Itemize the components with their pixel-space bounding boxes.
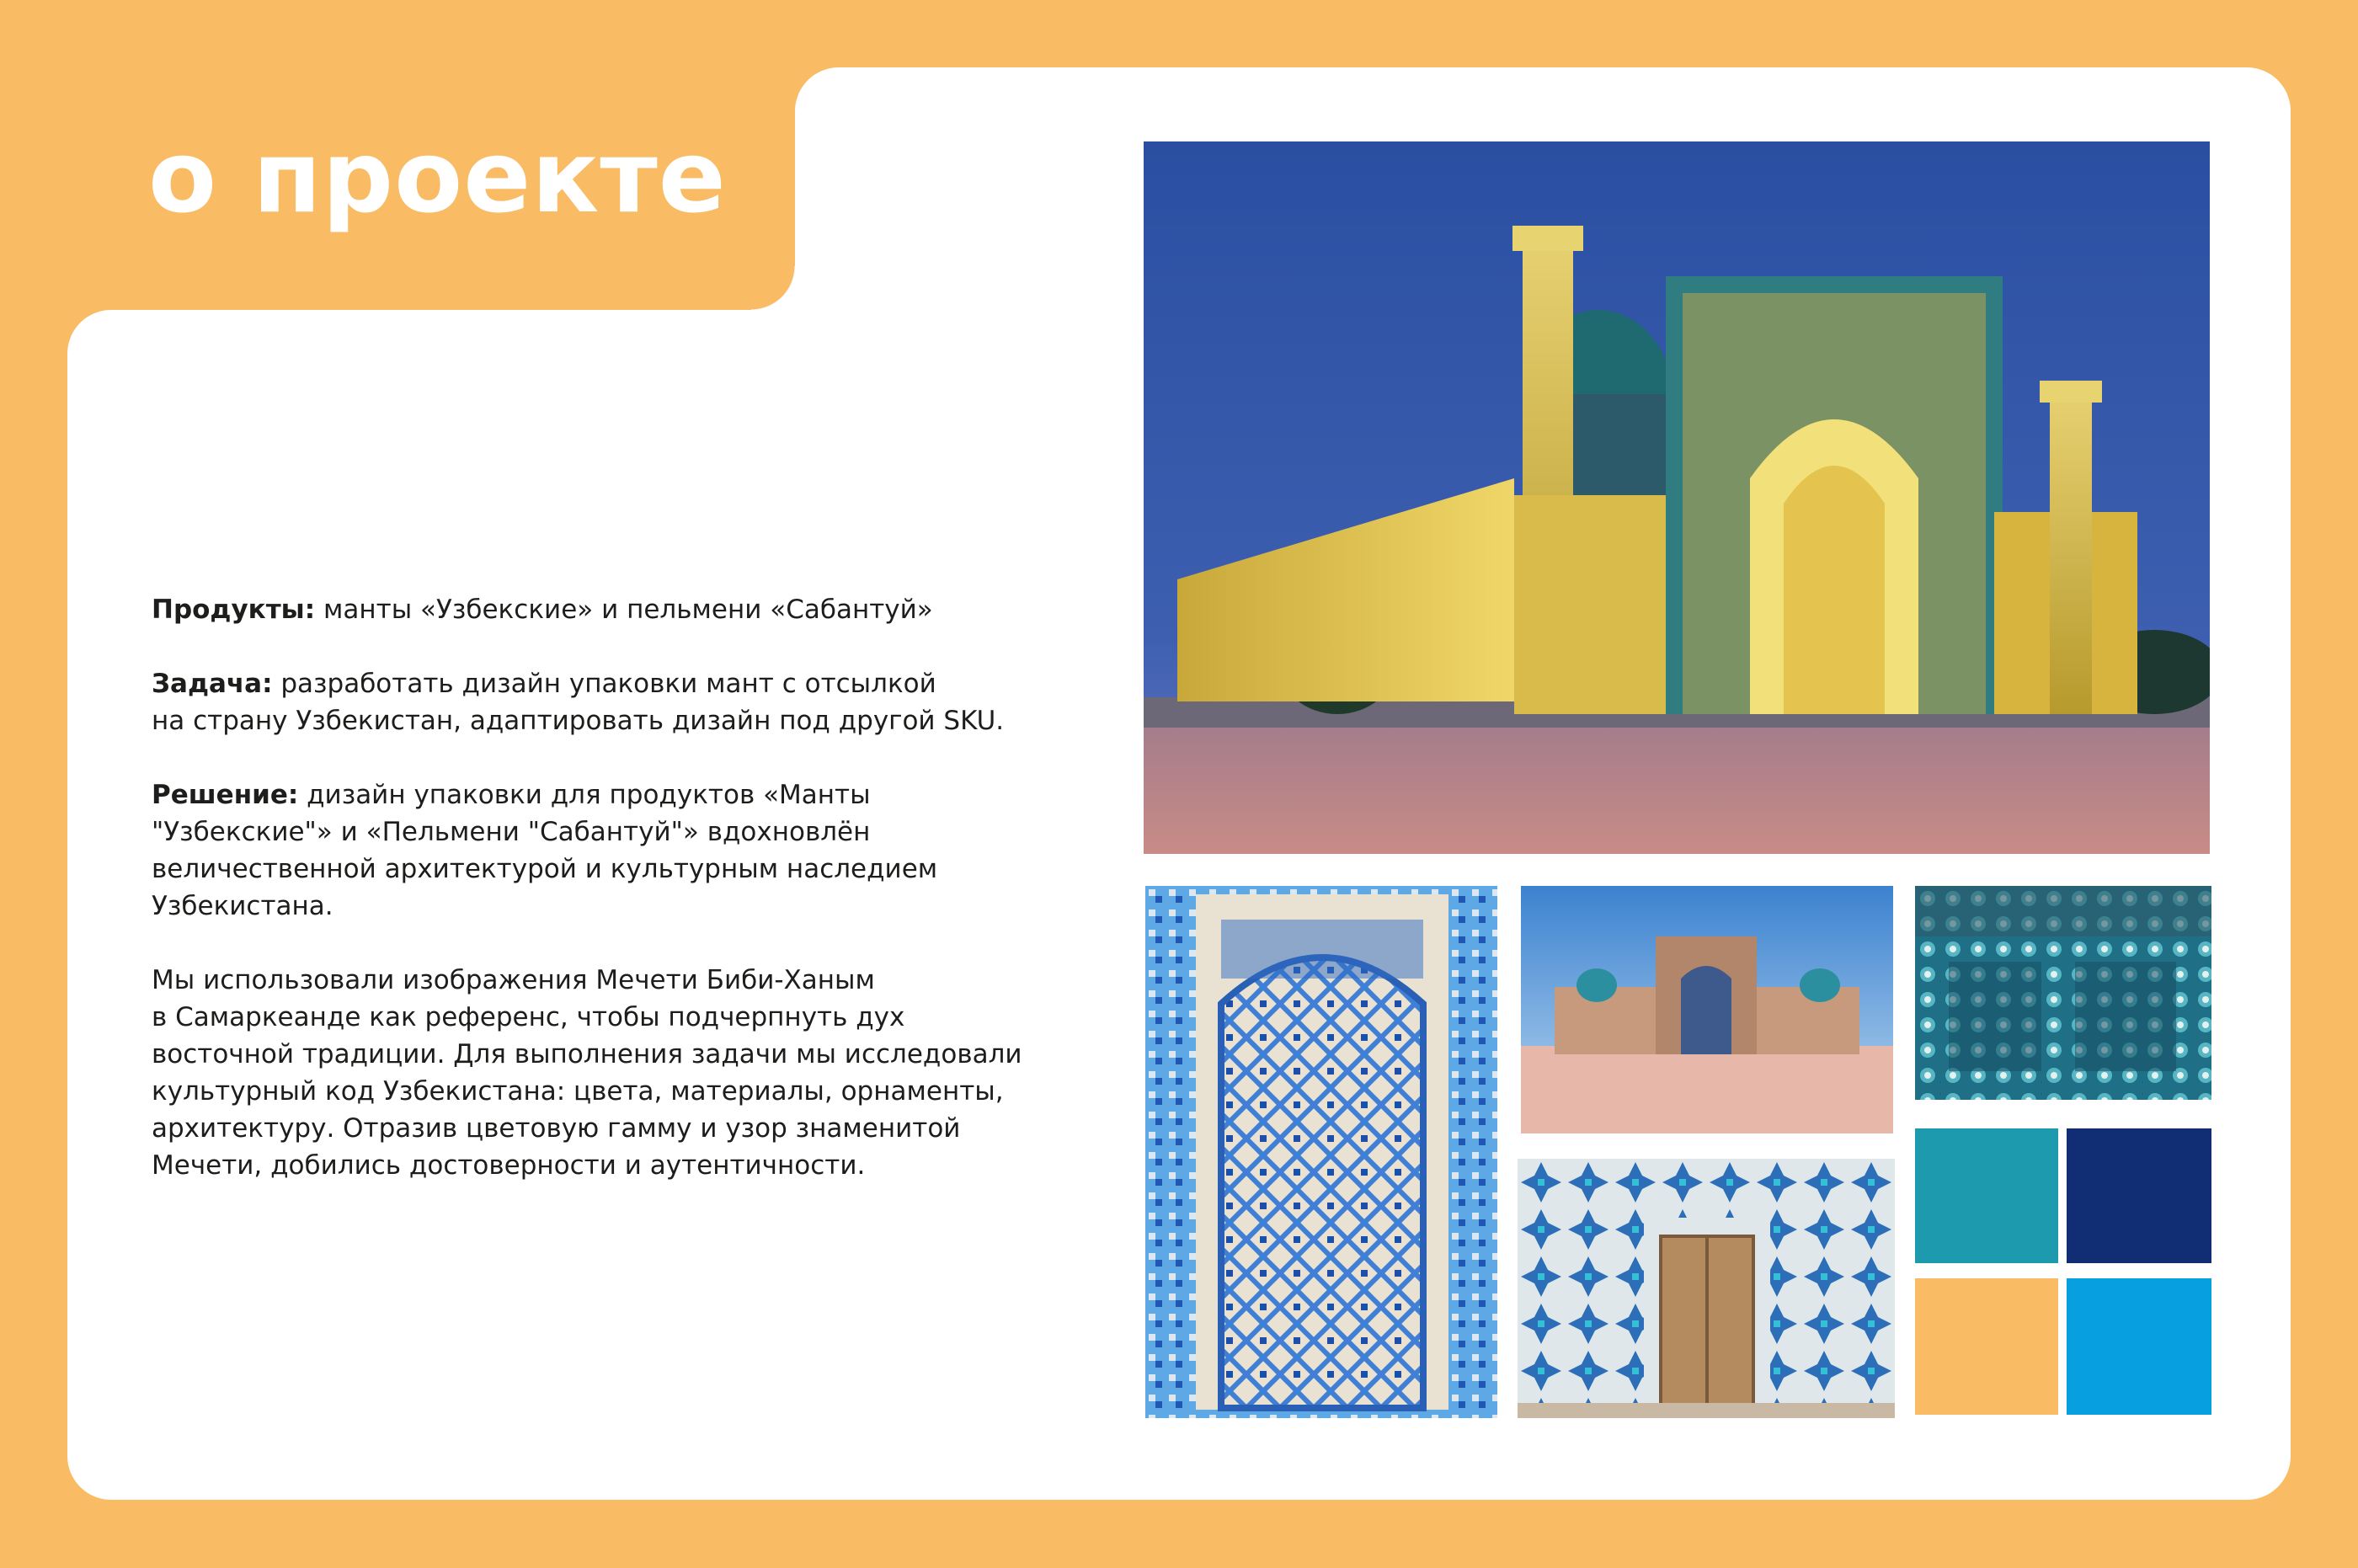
solution-line: дизайн упаковки для продуктов «Манты bbox=[307, 780, 871, 810]
reference-line: культурный код Узбекистана: цвета, материалы, орнаменты, bbox=[152, 1076, 1004, 1107]
swatch-sky-blue bbox=[2067, 1278, 2211, 1415]
task-line: разработать дизайн упаковки мант с отсылкой bbox=[280, 669, 936, 699]
task-paragraph bbox=[152, 665, 1053, 739]
about-text bbox=[152, 591, 1053, 1221]
reference-line: в Самаркеанде как референс, чтобы подчерпнуть дух bbox=[152, 1002, 905, 1032]
task-line: на страну Узбекистан, адаптировать дизайн под другой SKU. bbox=[152, 706, 1005, 736]
solution-label: Решение: bbox=[152, 780, 299, 810]
reference-line: архитектуру. Отразив цветовую гамму и узор знаменитой bbox=[152, 1113, 961, 1144]
products-paragraph bbox=[152, 591, 1053, 628]
swatch-teal bbox=[1915, 1128, 2058, 1263]
reference-line: Мы использовали изображения Мечети Биби-Ханым bbox=[152, 965, 875, 995]
reference-paragraph bbox=[152, 962, 1053, 1184]
products-text: манты «Узбекские» и пельмени «Сабантуй» bbox=[323, 595, 933, 625]
solution-line: "Узбекские"» и «Пельмени "Сабантуй"» вдохновлён bbox=[152, 817, 871, 847]
solution-line: Узбекистана. bbox=[152, 891, 333, 921]
page-title: о проекте bbox=[148, 119, 727, 235]
task-label: Задача: bbox=[152, 669, 273, 699]
tile-arch-panel-photo bbox=[1145, 886, 1497, 1418]
reference-line: восточной традиции. Для выполнения задачи мы исследовали bbox=[152, 1039, 1022, 1069]
reference-line: Мечети, добились достоверности и аутентичности. bbox=[152, 1150, 866, 1181]
card-corner bbox=[751, 266, 795, 310]
mosaic-wall-photo bbox=[1915, 886, 2211, 1100]
solution-paragraph bbox=[152, 776, 1053, 925]
swatch-navy bbox=[2067, 1128, 2211, 1263]
registan-square-photo bbox=[1521, 886, 1893, 1133]
products-label: Продукты: bbox=[152, 595, 316, 625]
madrasah-night-photo bbox=[1144, 141, 2210, 854]
tiled-door-photo bbox=[1518, 1159, 1895, 1418]
swatch-orange bbox=[1915, 1278, 2058, 1415]
solution-line: величественной архитектурой и культурным наследием bbox=[152, 854, 938, 884]
